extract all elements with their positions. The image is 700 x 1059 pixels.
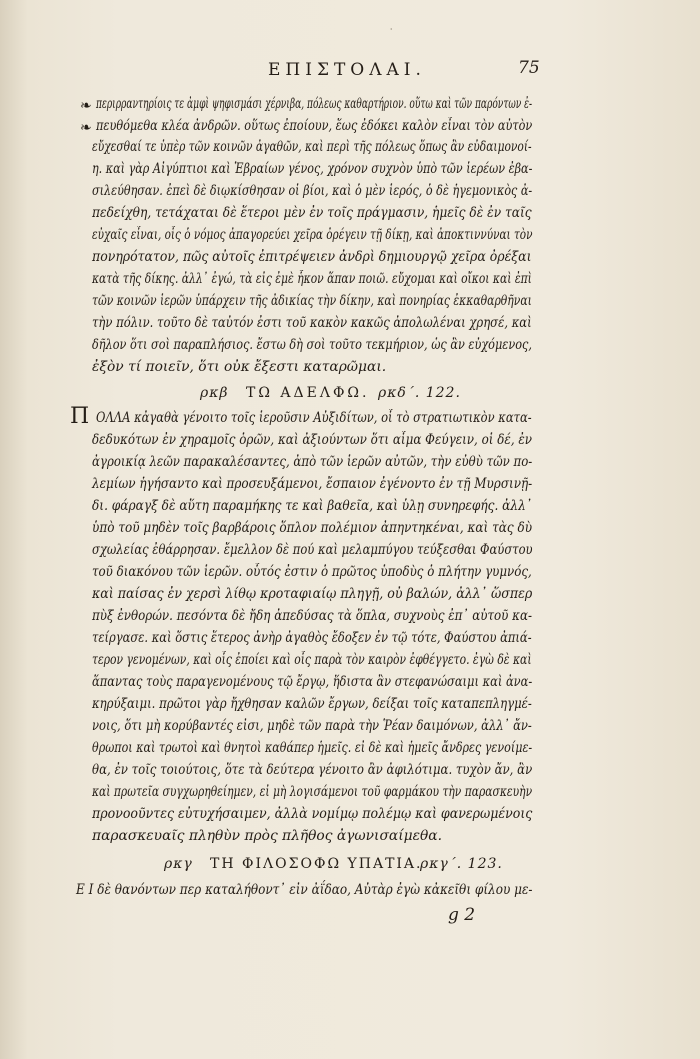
text-line: θα, ἐν τοῖς τοιούτοις, ὅτε τὰ δεύτερα γένοιτο ἂν ἀφιλότιμα. τυχὸν ἄν, ἂν (92, 762, 533, 778)
running-title: ΕΠΙΣΤΟΛΑΙ. (268, 60, 426, 80)
text-line: τὴν πόλιν. τοῦτο δὲ ταὐτόν ἐστι τοῦ κακὸν κακῶς ἀπολωλέναι χρησέ, καὶ (92, 315, 532, 331)
top-mark: ⸱ (390, 25, 393, 35)
letter-title: ΤΗ ΦΙΛΟΣΟΦΩ ΥΠΑΤΙΑ. (210, 856, 423, 872)
text-line: τοῦ διακόνου τῶν ἱερῶν. οὗτός ἐστιν ὁ πρῶτος ὑποδὺς ὁ πλήτην γυμνός, (92, 564, 532, 580)
margin-marker: ❧ (80, 98, 92, 114)
text-line: δι. φάραγξ δὲ αὕτη παραμήκης τε καὶ βαθεῖα, καὶ ὑλῃ συνηρεφής. ἀλλ᾽ (92, 498, 532, 514)
letter-number-left: ρκγ (164, 856, 193, 872)
text-line: ἅπαντας τοὺς παραγενομένους τῷ ἔργῳ, ἥδιστα ἂν στεφανώσαιμι καὶ ἀνα- (92, 674, 533, 690)
text-line: καὶ παίσας ἐν χερσὶ λίθῳ κροταφιαίῳ πληγῇ, οὐ βαλών, ἀλλ᾽ ὥσπερ (92, 586, 533, 602)
text-line: πονηρότατον, πῶς αὐτοῖς ἐπιτρέψειεν ἀνδρὶ δημιουργῷ χεῖρα ὀρέξαι (92, 249, 532, 265)
text-line: Ε Ι δὲ θανόντων περ καταλήθοντ᾽ εἰν ἀΐδαο, Αὐτὰρ ἐγὼ κἀκεῖθι φίλου με- (76, 882, 533, 898)
text-line: πευθόμεθα κλέα ἀνδρῶν. οὕτως ἐποίουν, ἕως ἐδόκει καλὸν εἶναι τὸν αὐτὸν (96, 118, 533, 134)
page-number: 75 (518, 58, 540, 78)
text-line: τερον γενομένων, καὶ οἷς ἐποίει καὶ οἷς παρὰ τὸν καιρὸν ἐφθέγγετο. ἐγὼ δὲ καὶ (92, 652, 532, 668)
text-line: εὐχαῖς εἶναι, οἷς ὁ νόμος ἀπαγορεύει χεῖρα ὀρέγειν τῇ δίκῃ, καὶ ἀποκτιννύναι τὸν (92, 227, 533, 243)
text-line: ἐξὸν τί ποιεῖν, ὅτι οὐκ ἔξεστι καταρῶμαι. (92, 359, 387, 375)
text-line: ἀγροικίᾳ λεῶν παρακαλέσαντες, ἀπὸ τῶν ἱερῶν αὐτῶν, τὴν εὐθὺ τῶν πο- (92, 454, 533, 470)
text-line: κηρύξαιμι. πρῶτοι γὰρ ἤχθησαν καλῶν ἔργων, δείξαι τοῖς καταπεπληγμέ- (92, 696, 532, 712)
text-line: θρωποι καὶ τρωτοὶ καὶ θνητοὶ καθάπερ ἡμεῖς. εἰ δὲ καὶ ἡμεῖς ἄνδρες γενοίμε- (92, 740, 533, 756)
text-line: τῶν κοινῶν ἱερῶν ὑπάρχειν τῆς ἀδικίας τὴν δίκην, καὶ πονηρίας ἐκκαθαρθῆναι (92, 293, 532, 309)
signature-mark: g 2 (448, 905, 476, 925)
text-line: νοις, ὅτι μὴ κορύβαντές εἰσι, μηδὲ τῶν παρὰ τὴν Ῥέαν δαιμόνων, ἀλλ᾽ ἄν- (92, 718, 532, 734)
text-line: ΟΛΛΑ κἀγαθὰ γένοιτο τοῖς ἱεροῦσιν Αὐξιδίτων, οἷ τὸ στρατιωτικὸν κατα- (96, 410, 532, 426)
drop-capital: Π (70, 404, 92, 429)
text-line: δῆλον ὅτι σοὶ παραπλήσιος. ἔστω δὴ σοὶ τοῦτο τεκμήριον, ὡς ἂν εὐχόμενος, (92, 337, 532, 353)
letter-title: ΤΩ ΑΔΕΛΦΩ. (246, 385, 370, 401)
text-line: σιλεύθησαν. ἐπεὶ δὲ διῳκίσθησαν οἱ βίοι, καὶ ὁ μὲν ἱερός, ὁ δὲ ἡγεμονικὸς ἀ- (92, 183, 533, 199)
text-line: η. καὶ γὰρ Αἰγύπτιοι καὶ Ἑβραίων γένος, χρόνον συχνὸν ὑπὸ τῶν ἱερέων ἐβα- (92, 161, 533, 177)
text-line: εὔχεσθαί τε ὑπὲρ τῶν κοινῶν ἀγαθῶν, καὶ περὶ τῆς πόλεως ὅπως ἂν εὐδαιμονοί- (92, 139, 532, 155)
text-line: πεδείχθη, τετάχαται δὲ ἕτεροι μὲν ἐν τοῖς πράγμασιν, ἡμεῖς δὲ ἐν ταῖς (92, 205, 532, 221)
margin-marker: ❧ (80, 120, 92, 136)
text-line: παρασκευαῖς πληθὺν πρὸς πλῆθος ἀγωνισαίμεθα. (92, 828, 442, 844)
text-line: δεδυκότων ἐν χηραμοῖς ὁρῶν, καὶ ἀξιούντων ὅτι αἷμα Φεύγειν, οἱ δέ, ἐν (92, 432, 533, 448)
letter-number-right: ρκδ´. 122. (378, 385, 461, 401)
text-line: κατὰ τῆς δίκης. ἀλλ᾽ ἐγώ, τὰ εἰς ἐμὲ ἧκον ἅπαν ποιῶ. εὔχομαι καὶ οἴκοι καὶ ἐπὶ (92, 271, 532, 287)
text-line: καὶ πρωτεῖα συγχωρηθείημεν, εἰ μὴ λογισάμενοι τοῦ φαρμάκου τὴν παρασκευὴν (92, 784, 533, 800)
letter-number-left: ρκβ (200, 385, 229, 401)
text-line: λεμίων ἡγήσαντο καὶ προσευξάμενοι, ἔσπαιον ἐγένοντο ἐν τῇ Μυρσινῇ- (92, 476, 533, 492)
letter-number-right: ρκγ´. 123. (420, 856, 503, 872)
text-line: ὑπὸ τοῦ μηδὲν τοῖς βαρβάροις ὅπλον πολέμιον ἀπηντηκέναι, καὶ τὰς δὺ (92, 520, 533, 536)
text-line: πὺξ ἐνθορών. πεσόντα δὲ ἤδη ἀπεδύσας τὰ ὅπλα, συχνοὺς ἐπ᾽ αὐτοῦ κα- (92, 608, 532, 624)
text-line: περιρραντηρίοις τε ἀμφὶ ψηφισμάσι χέρνιβα, πόλεως καθαρτήριον. οὕτω καὶ τῶν παρόντων ἐ- (96, 96, 533, 112)
text-line: σχωλείας ἐθάρρησαν. ἔμελλον δὲ πού καὶ μελαμπύγου τεύξεσθαι Φαύστου (92, 542, 533, 558)
text-line: τείργασε. καὶ ὅστις ἕτερος ἀνὴρ ἀγαθὸς ἔδοξεν ἐν τῷ τότε, Φαύστου ἀπιά- (92, 630, 532, 646)
text-line: προνοοῦντες εὐτυχήσαιμεν, ἀλλὰ νομίμῳ πολέμῳ καὶ φανερωμένοις (92, 806, 533, 822)
